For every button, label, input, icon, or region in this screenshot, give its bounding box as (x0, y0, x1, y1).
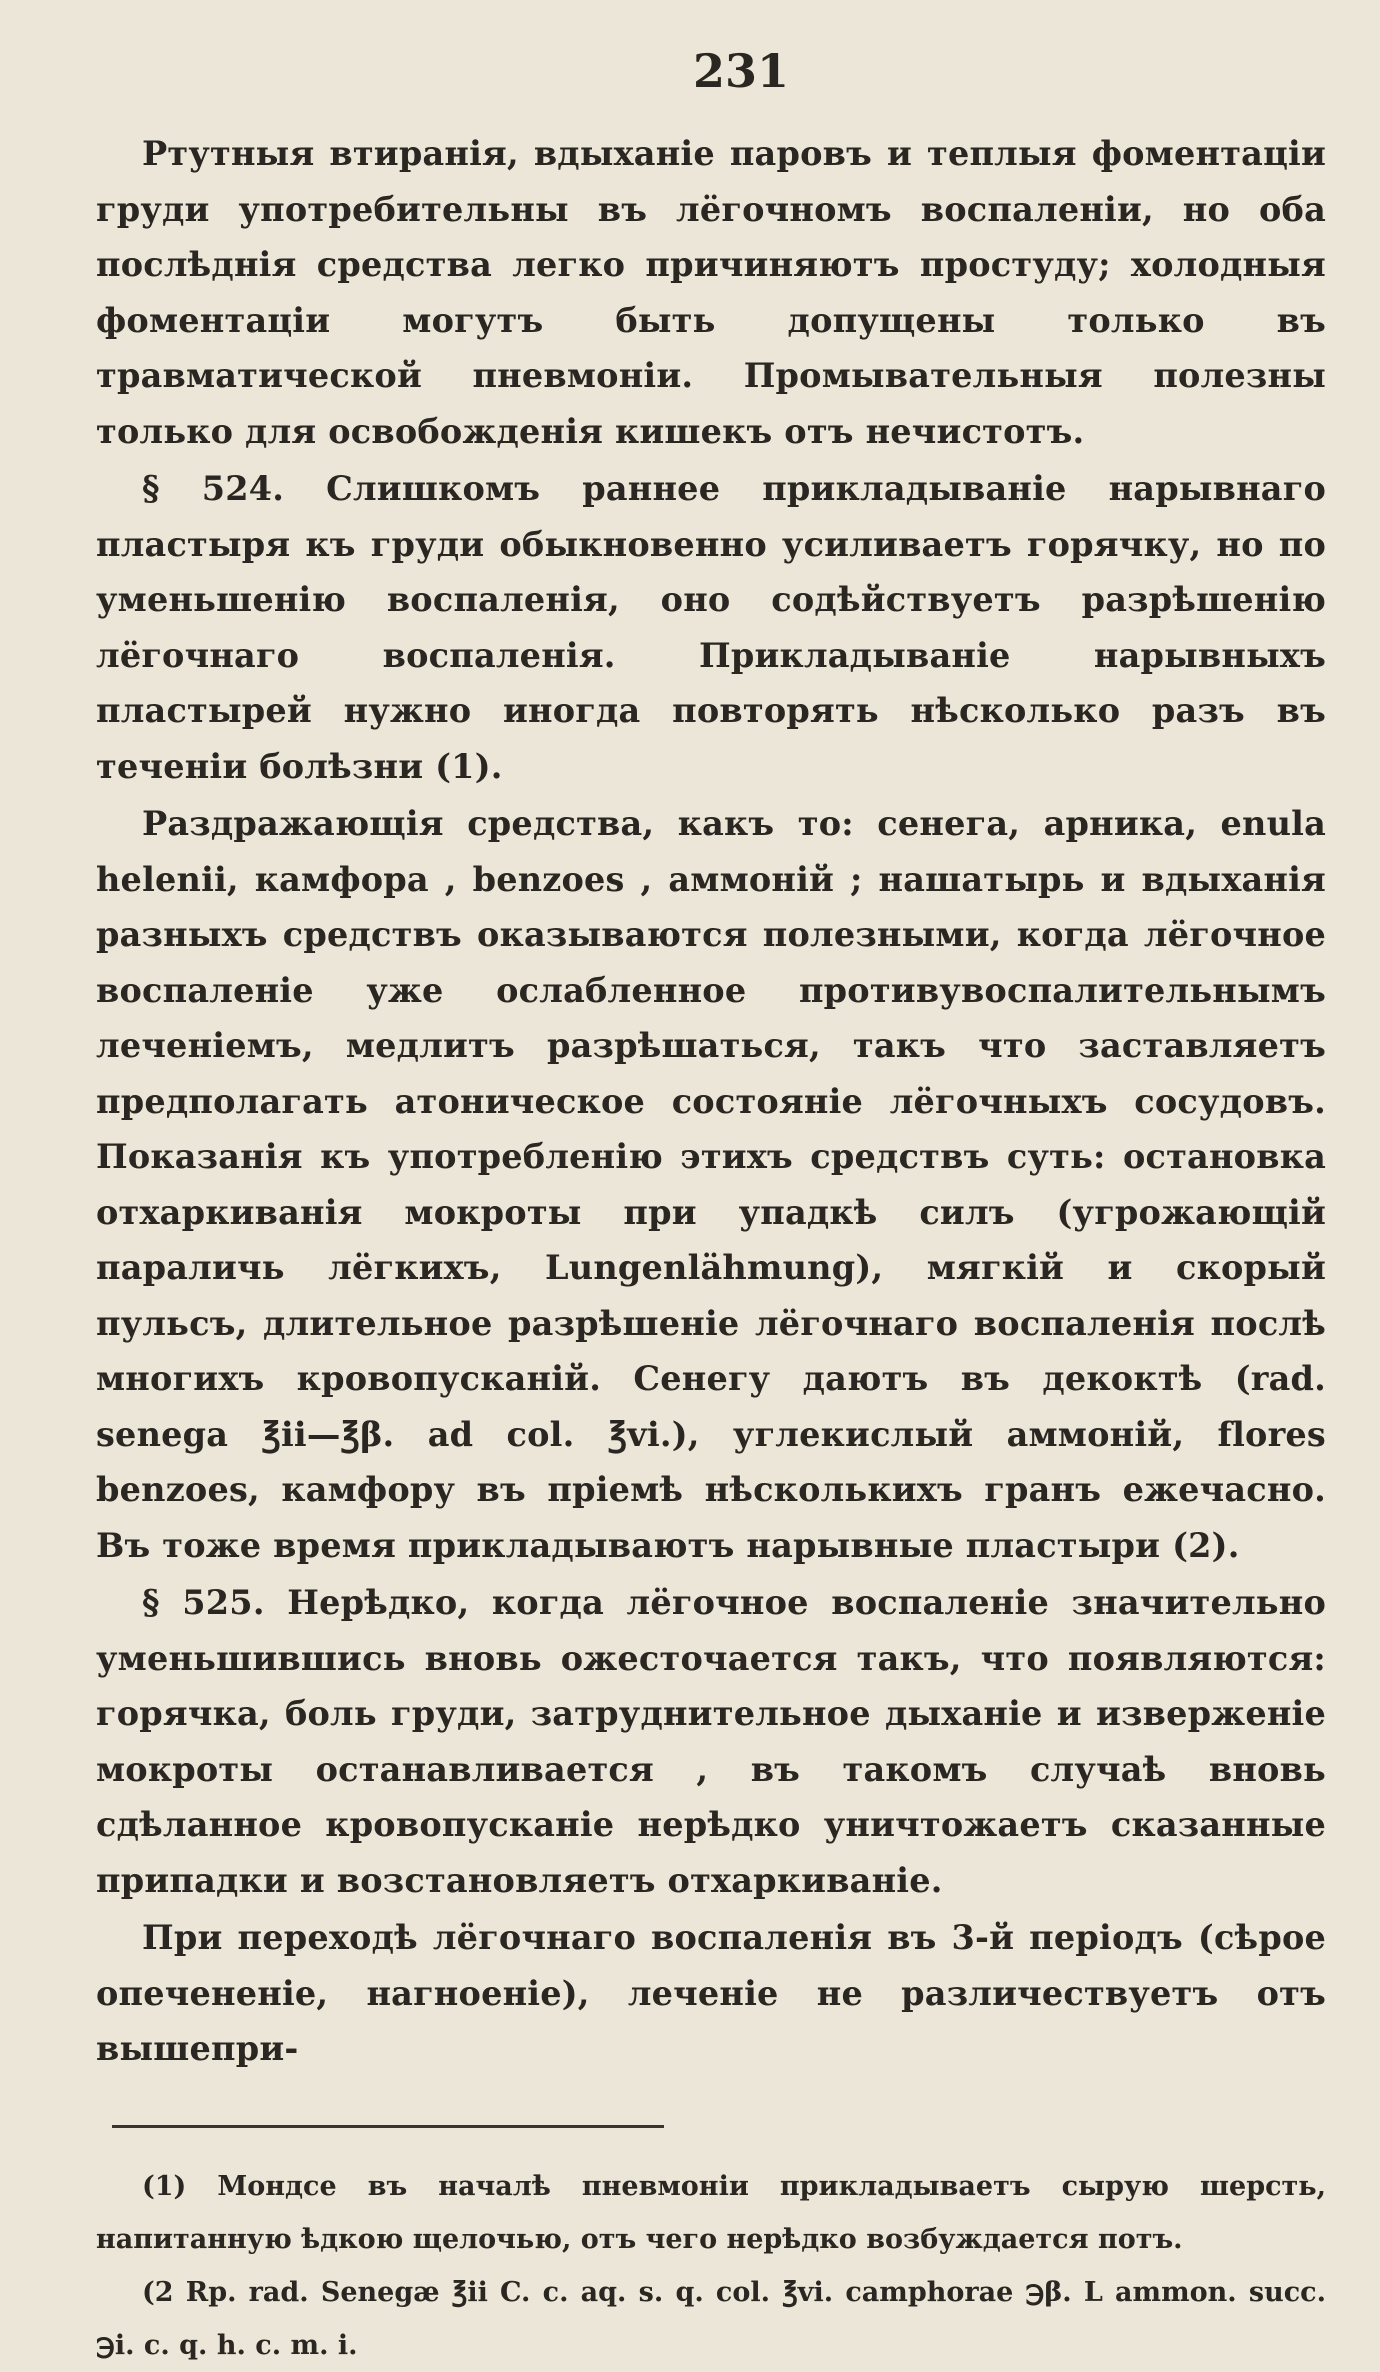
section-524: § 524. Слишкомъ раннее прикладываніе нарывнаго пластыря къ груди обыкновенно усиливаетъ горячку, но по уменьшенію воспаленія, оно содѣйствуетъ разрѣшенію лёгочнаго воспаленія. Прикладываніе нарывныхъ пластырей нужно иногда повторять нѣсколько разъ въ теченіи болѣзни (1). (96, 469, 1326, 786)
body-text (96, 126, 1326, 2077)
section-525: § 525. Нерѣдко, когда лёгочное воспаленіе значительно уменьшившись вновь ожесточается такъ, что появляются: горячка, боль груди, затруднительное дыханіе и изверженіе мокроты останавливается , въ такомъ случаѣ вновь сдѣланное кровопусканіе нерѣдко уничтожаетъ сказанные припадки и возстановляетъ отхаркиваніе. (96, 1583, 1326, 1900)
footnotes (96, 2160, 1326, 2372)
paragraph-irritant-remedies: Раздражающія средства, какъ то: сенега, арника, enula helenii, камфора , benzoes , аммоній ; нашатырь и вдыханія разныхъ средствъ оказываются полезными, когда лёгочное воспаленіе уже ослабленное противувоспалительнымъ леченіемъ, медлитъ разрѣшаться, такъ что заставляетъ предполагать атоническое состояніе лёгочныхъ сосудовъ. Показанія къ употребленію этихъ средствъ суть: остановка отхаркиванія мокроты при упадкѣ силъ (угрожающій параличь лёгкихъ, Lungenlähmung), мягкій и скорый пульсъ, длительное разрѣшеніе лёгочнаго воспаленія послѣ многихъ кровопусканій. Сенегу даютъ въ декоктѣ (rad. senega ℥ii—℥β. ad col. ℥vi.), углекислый аммоній, flores benzoes, камфору въ пріемѣ нѣсколькихъ гранъ ежечасно. Въ тоже время прикладываютъ нарывные пластыри (2). (96, 804, 1326, 1565)
paragraph-ointments: Ртутныя втиранія, вдыханіе паровъ и теплыя фоментаціи груди употребительны въ лёгочномъ воспаленіи, но оба послѣднія средства легко причиняютъ простуду; холодныя фоментаціи могутъ быть допущены только въ травматической пневмоніи. Промывательныя полезны только для освобожденія кишекъ отъ нечистотъ. (96, 134, 1326, 451)
footnote-2: (2 Rp. rad. Senegæ ℥ii C. c. aq. s. q. col. ℥vi. camphorae ℈β. L ammon. succ. ℈i. c. q. h. c. m. i. (96, 2276, 1326, 2361)
footnote-1: (1) Мондсе въ началѣ пневмоніи прикладываетъ сырую шерсть, напитанную ѣдкою щелочью, отъ чего нерѣдко возбуждается потъ. (96, 2170, 1326, 2255)
footnote-divider (112, 2125, 664, 2128)
paragraph-third-period: При переходѣ лёгочнаго воспаленія въ 3-й періодъ (сѣрое опечененіе, нагноеніе), леченіе не различествуетъ отъ вышепри- (96, 1918, 1326, 2068)
page-number: 231 (692, 44, 790, 98)
